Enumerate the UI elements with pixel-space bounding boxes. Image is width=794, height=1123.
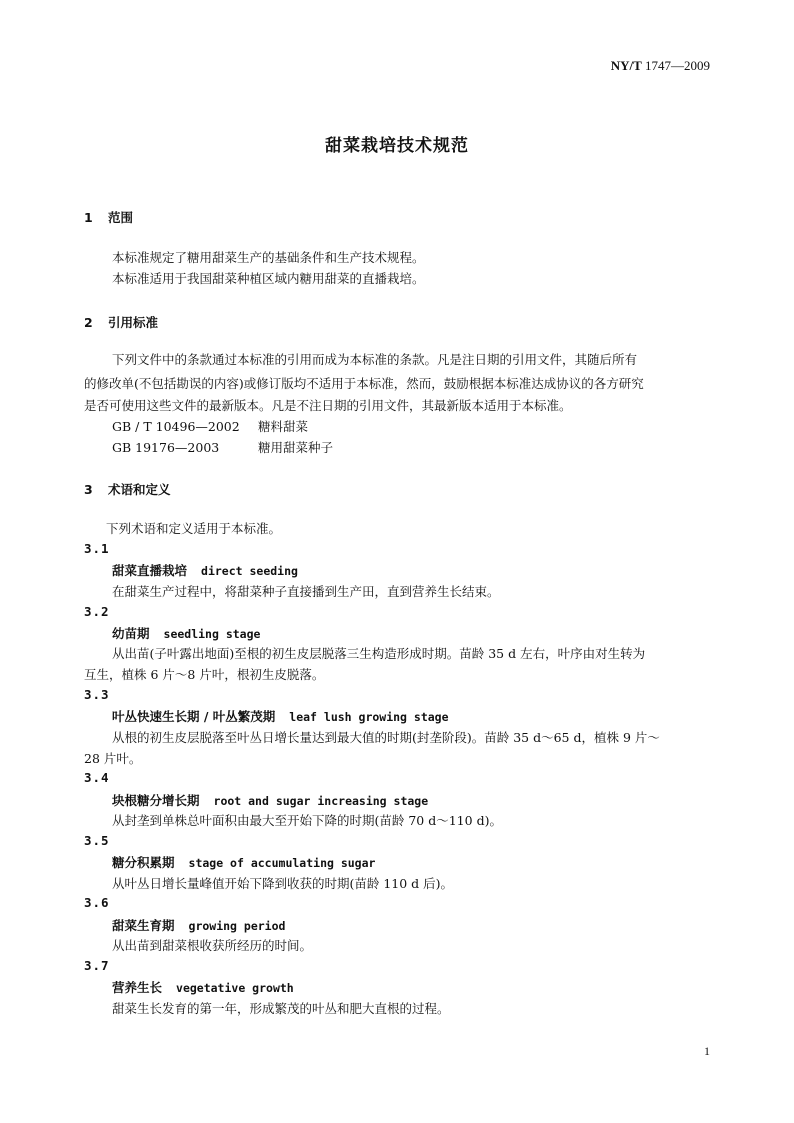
term-title	[112, 853, 375, 871]
term-english: direct seeding	[201, 564, 298, 578]
section-1-heading	[84, 208, 133, 226]
section-1-para-1: 本标准规定了糖用甜菜生产的基础条件和生产技术规程。	[112, 250, 425, 265]
section-2-heading	[84, 313, 158, 331]
document-title: 甜菜栽培技术规范	[325, 136, 469, 156]
term-english: seedling stage	[163, 627, 261, 641]
term-title	[112, 916, 285, 934]
term-chinese: 叶丛快速生长期 / 叶丛繁茂期	[112, 709, 276, 724]
term-number: 3.7	[84, 958, 110, 973]
reference-name: 糖料甜菜	[258, 419, 309, 434]
term-number: 3.6	[84, 895, 110, 910]
term-title	[112, 624, 260, 642]
term-number: 3.1	[84, 541, 110, 556]
standard-number-header	[611, 58, 710, 74]
term-number: 3.5	[84, 833, 110, 848]
term-definition: 从封垄到单株总叶面积由最大至开始下降的时期(苗龄 70 d～110 d)。	[112, 813, 502, 828]
section-number: 3	[84, 482, 93, 497]
reference-code: GB / T 10496—2002	[112, 419, 240, 434]
section-title: 术语和定义	[108, 482, 171, 497]
standard-code: 1747—2009	[645, 58, 710, 73]
term-english: growing period	[188, 919, 286, 933]
section-1-para-2: 本标准适用于我国甜菜种植区域内糖用甜菜的直播栽培。	[112, 271, 425, 286]
term-number: 3.3	[84, 687, 110, 702]
term-english: vegetative growth	[176, 981, 294, 995]
reference-item	[112, 438, 333, 456]
term-number: 3.4	[84, 770, 110, 785]
term-definition-line-1: 从根的初生皮层脱落至叶丛日增长量达到最大值的时期(封垄阶段)。苗龄 35 d～65 d，植株 9 片～	[112, 730, 660, 745]
section-2-para-line-2: 的修改单(不包括勘误的内容)或修订版均不适用于本标准，然而，鼓励根据本标准达成协议的各方研究	[84, 376, 644, 391]
term-definition: 在甜菜生产过程中，将甜菜种子直接播到生产田，直到营养生长结束。	[112, 584, 500, 599]
term-title	[112, 978, 294, 996]
term-definition: 甜菜生长发育的第一年，形成繁茂的叶丛和肥大直根的过程。	[112, 1001, 450, 1016]
term-english: root and sugar increasing stage	[213, 794, 429, 808]
term-title	[112, 791, 428, 809]
term-chinese: 甜菜直播栽培	[112, 563, 188, 578]
term-title	[112, 561, 298, 579]
term-chinese: 营养生长	[112, 980, 163, 995]
term-definition-line-2: 28 片叶。	[84, 751, 142, 766]
section-title: 引用标准	[108, 315, 159, 330]
reference-name: 糖用甜菜种子	[258, 440, 334, 455]
term-chinese: 幼苗期	[112, 626, 150, 641]
section-number: 1	[84, 210, 93, 225]
term-number: 3.2	[84, 604, 110, 619]
section-2-para-line-1: 下列文件中的条款通过本标准的引用而成为本标准的条款。凡是注日期的引用文件，其随后所有	[112, 352, 638, 367]
term-chinese: 甜菜生育期	[112, 918, 175, 933]
term-chinese: 糖分积累期	[112, 855, 175, 870]
section-title: 范围	[108, 210, 134, 225]
term-definition: 从叶丛日增长量峰值开始下降到收获的时期(苗龄 110 d 后)。	[112, 876, 454, 891]
reference-code: GB 19176—2003	[112, 440, 220, 455]
term-english: stage of accumulating sugar	[188, 856, 376, 870]
section-number: 2	[84, 315, 93, 330]
term-title	[112, 707, 449, 725]
term-definition-line-2: 互生，植株 6 片～8 片叶，根初生皮脱落。	[84, 667, 325, 682]
term-english: leaf lush growing stage	[289, 710, 449, 724]
term-chinese: 块根糖分增长期	[112, 793, 200, 808]
term-definition-line-1: 从出苗(子叶露出地面)至根的初生皮层脱落三生构造形成时期。苗龄 35 d 左右，叶序由对生转为	[112, 646, 646, 661]
page-number: 1	[704, 1044, 710, 1058]
section-3-intro: 下列术语和定义适用于本标准。	[106, 521, 282, 536]
term-definition: 从出苗到甜菜根收获所经历的时间。	[112, 938, 313, 953]
section-3-heading	[84, 480, 171, 498]
reference-item	[112, 417, 308, 435]
standard-prefix: NY/T	[610, 58, 642, 73]
section-2-para-line-3: 是否可使用这些文件的最新版本。凡是不注日期的引用文件，其最新版本适用于本标准。	[84, 398, 572, 413]
